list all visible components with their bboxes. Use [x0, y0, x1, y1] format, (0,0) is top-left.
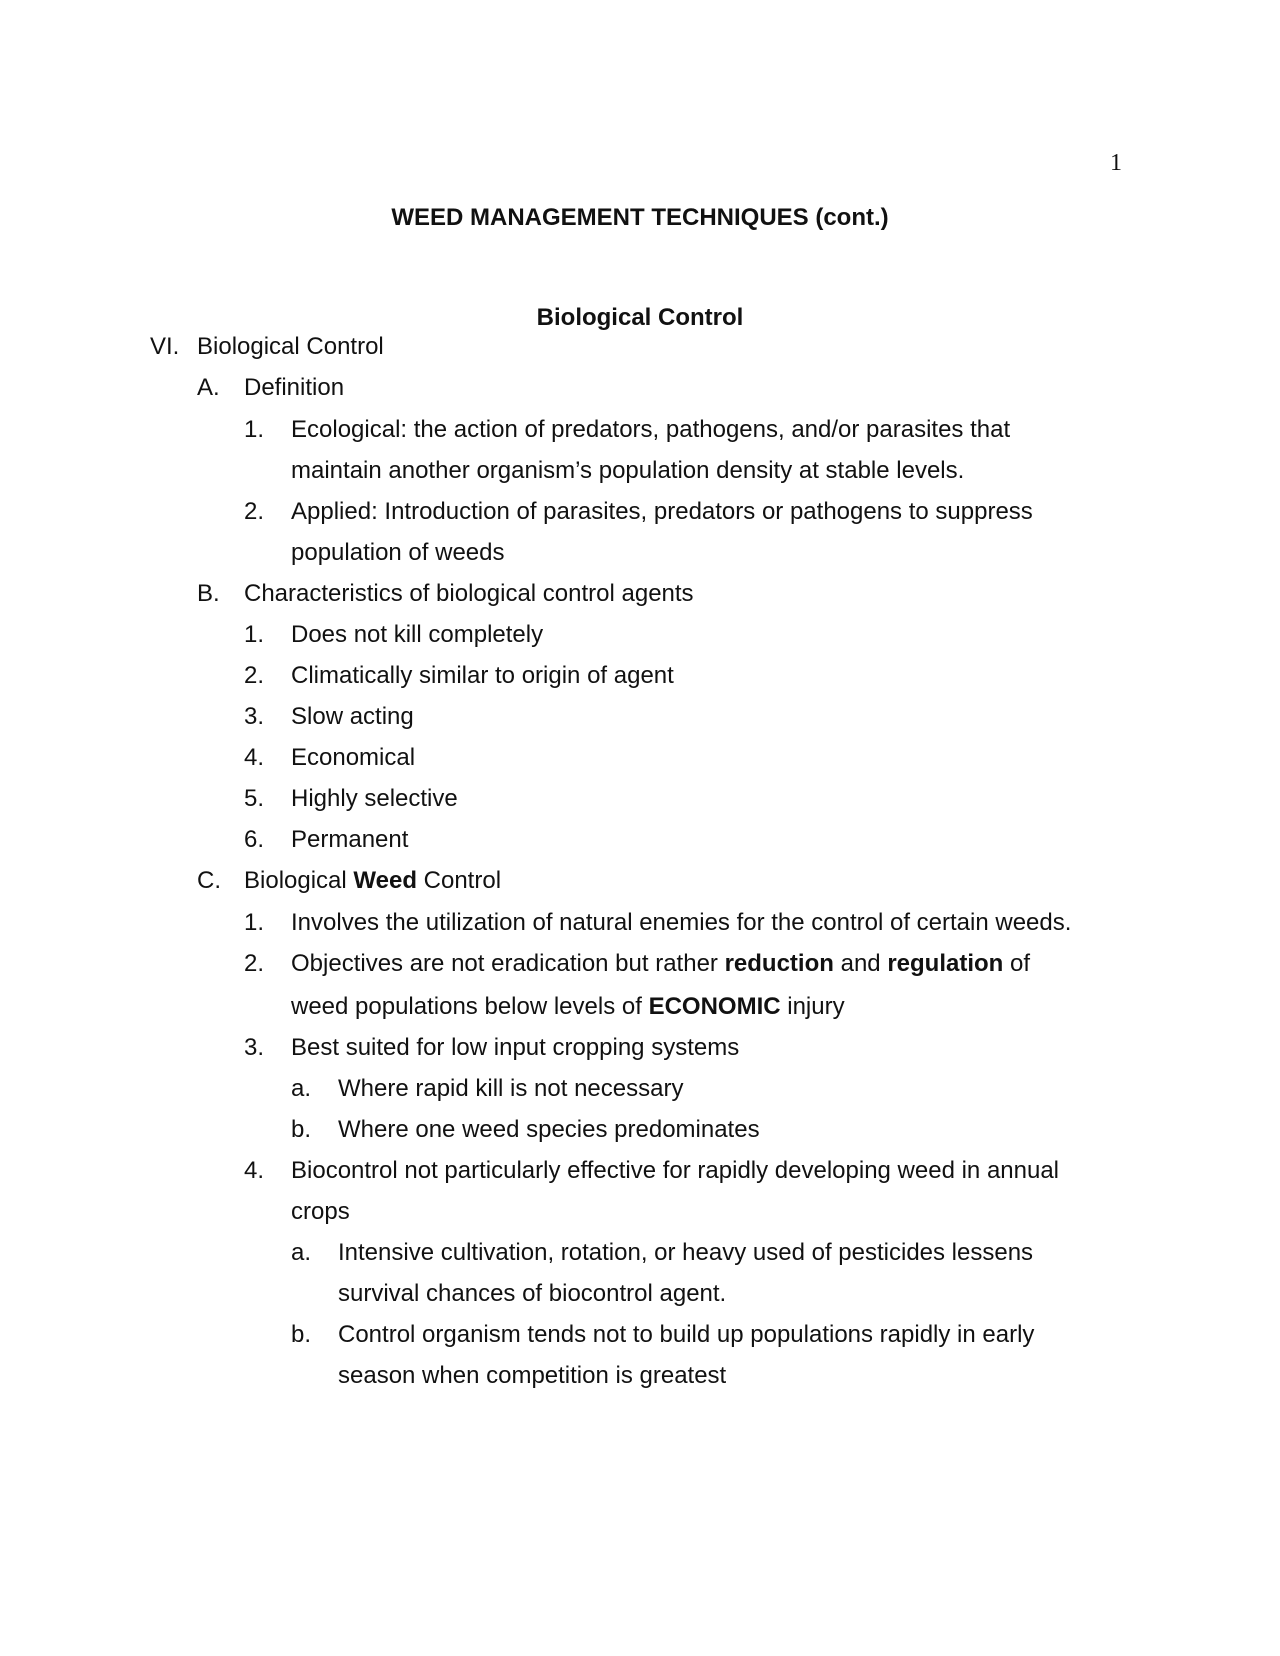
outline-label: a. [291, 1075, 312, 1102]
outline-text: survival chances of biocontrol agent. [338, 1280, 727, 1307]
outline-label: 4. [244, 744, 265, 771]
outline-text: Economical [291, 744, 416, 771]
outline-label: 3. [244, 1034, 265, 1061]
outline-text: Does not kill completely [291, 621, 544, 648]
outline-label: a. [291, 1239, 312, 1266]
outline-text: Biological Control [197, 333, 384, 360]
text-run: injury [780, 993, 845, 1020]
outline-label: b. [291, 1321, 312, 1348]
emphasis-text: Weed [353, 867, 417, 894]
outline-text: population of weeds [291, 539, 505, 566]
outline-label: 4. [244, 1157, 265, 1184]
outline-text: maintain another organism’s population density at stable levels. [291, 457, 965, 484]
text-run: weed populations below levels of [291, 993, 649, 1020]
section-heading: Biological Control [536, 304, 744, 331]
outline-text: season when competition is greatest [338, 1362, 727, 1389]
outline-text [244, 869, 501, 893]
outline-label: B. [197, 580, 220, 607]
outline-label: A. [197, 374, 220, 401]
outline-label: b. [291, 1116, 312, 1143]
outline-text: Where rapid kill is not necessary [338, 1075, 684, 1102]
outline-text: Permanent [291, 826, 409, 853]
text-run: of [1003, 950, 1031, 977]
outline-label: C. [197, 867, 221, 894]
outline-text: Involves the utilization of natural enemies for the control of certain weeds. [291, 909, 1072, 936]
outline-label: 2. [244, 498, 265, 525]
outline-text: Intensive cultivation, rotation, or heavy used of pesticides lessens [338, 1239, 1034, 1266]
outline-text: Biocontrol not particularly effective for rapidly developing weed in annual [291, 1157, 1060, 1184]
outline-text: Climatically similar to origin of agent [291, 662, 674, 689]
page-number: 1 [1110, 150, 1122, 176]
document-title: WEED MANAGEMENT TECHNIQUES (cont.) [391, 204, 889, 231]
outline-text: Characteristics of biological control agents [244, 580, 694, 607]
outline-text: Control organism tends not to build up populations rapidly in early [338, 1321, 1035, 1348]
outline-text: Best suited for low input cropping systems [291, 1034, 740, 1061]
text-run: and [833, 950, 888, 977]
emphasis-text: ECONOMIC [648, 993, 781, 1020]
outline-label: VI. [150, 333, 180, 360]
outline-text: Slow acting [291, 703, 414, 730]
outline-label: 1. [244, 621, 265, 648]
outline-label: 3. [244, 703, 265, 730]
outline-label: 5. [244, 785, 265, 812]
text-run: Biological [244, 867, 354, 894]
outline-text: crops [291, 1198, 350, 1225]
outline-label: 2. [244, 662, 265, 689]
outline-text [291, 952, 1030, 976]
text-run: Objectives are not eradication but rather [291, 950, 725, 977]
outline-label: 1. [244, 909, 265, 936]
outline-text: Highly selective [291, 785, 458, 812]
outline-text: Ecological: the action of predators, pathogens, and/or parasites that [291, 416, 1011, 443]
outline-text: Where one weed species predominates [338, 1116, 760, 1143]
outline-text: Applied: Introduction of parasites, predators or pathogens to suppress [291, 498, 1033, 525]
outline-label: 1. [244, 416, 265, 443]
outline-text: Definition [244, 374, 345, 401]
text-run: Control [416, 867, 502, 894]
emphasis-text: reduction [724, 950, 834, 977]
outline-label: 2. [244, 950, 265, 977]
outline-label: 6. [244, 826, 265, 853]
outline-text [291, 995, 845, 1019]
emphasis-text: regulation [887, 950, 1004, 977]
